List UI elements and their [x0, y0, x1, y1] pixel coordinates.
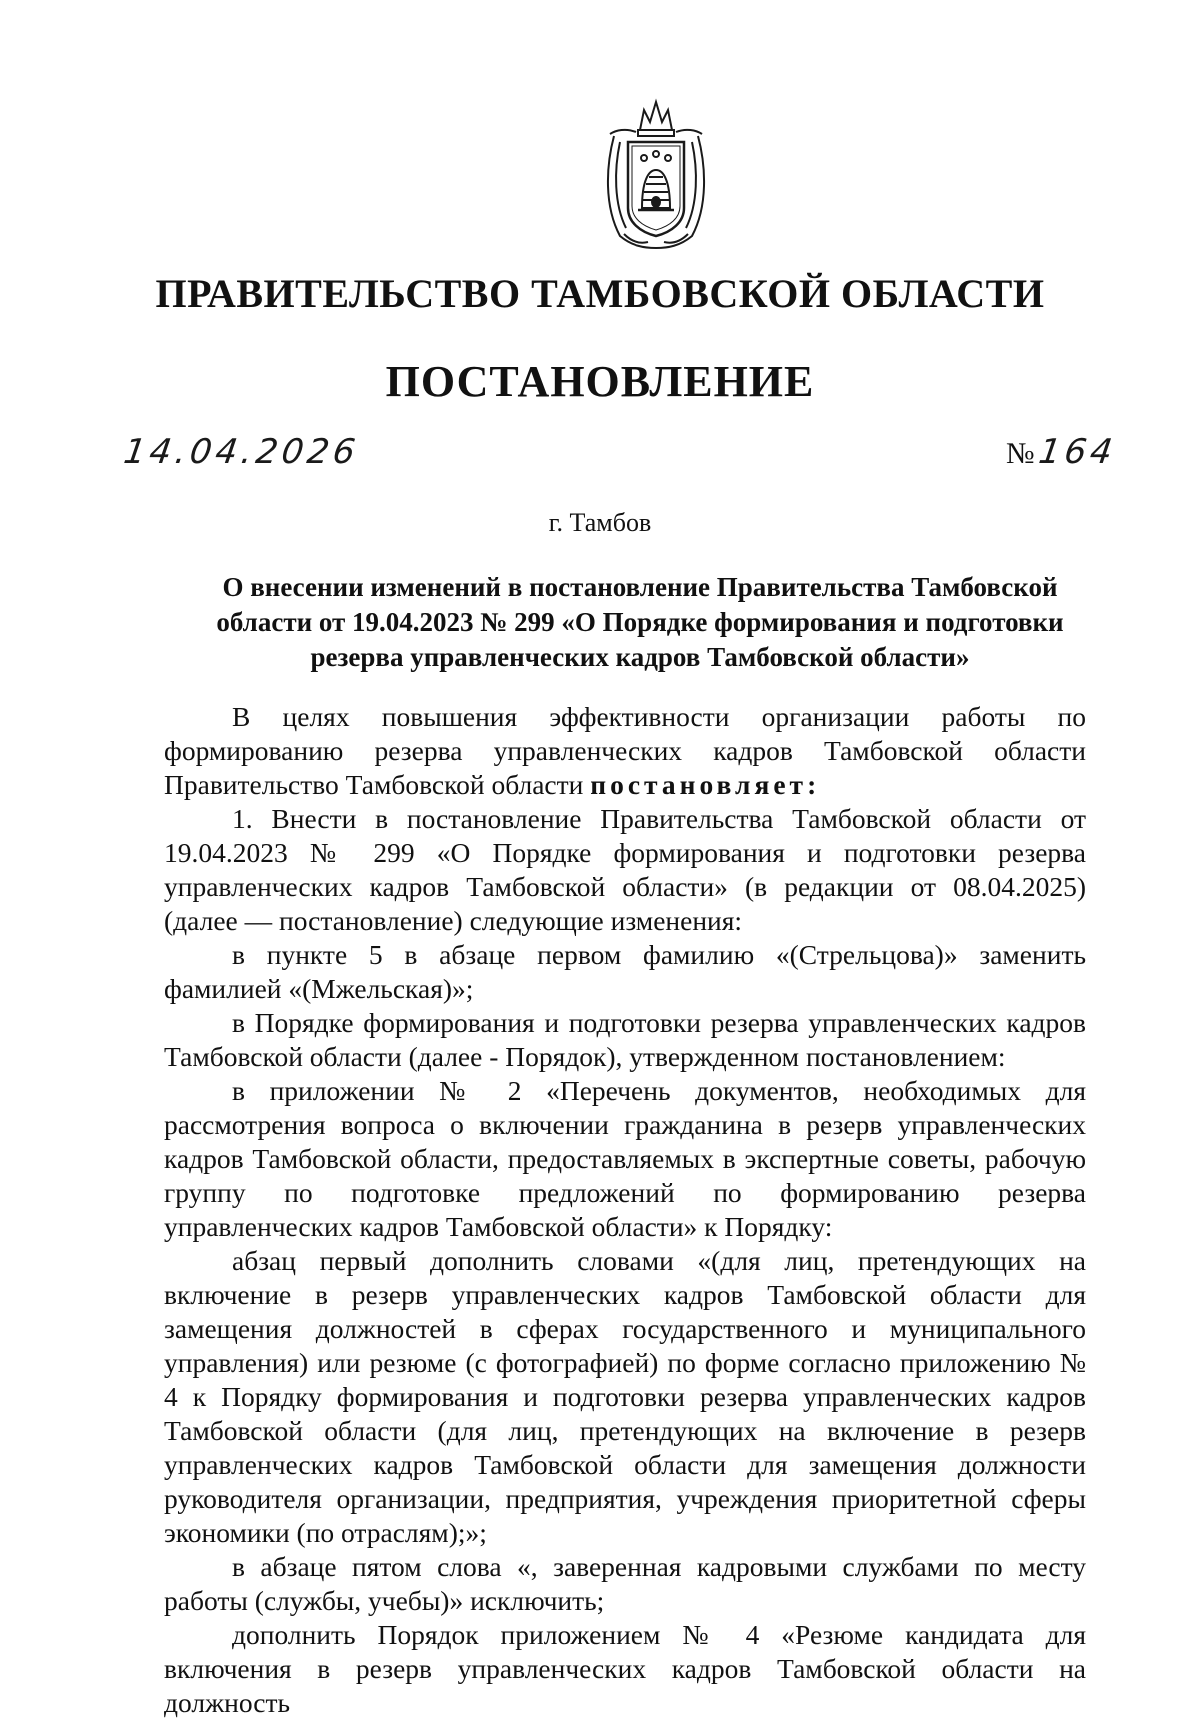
body-paragraph — [164, 700, 1086, 802]
handwritten-date: 14.04.2026 — [121, 432, 362, 472]
body-paragraph: дополнить Порядок приложением № 4 «Резюме кандидата для включения в резерв управленческих кадров Тамбовской области на должность — [164, 1619, 1086, 1718]
body-paragraph: в приложении № 2 «Перечень документов, необходимых для рассмотрения вопроса о включении гражданина в резерв управленческих кадров Тамбовской области, предоставляемых в экспертные советы, рабочую группу по подготовке предложений по формированию резерва управленческих кадров Тамбовской области» к Порядку: — [164, 1075, 1086, 1242]
handwritten-number: 164 — [1035, 432, 1119, 472]
number-sign: № — [1006, 437, 1035, 470]
body-paragraph: абзац первый дополнить словами «(для лиц, претендующих на включение в резерв управленческих кадров Тамбовской области для замещения должностей в сферах государственного и муниципального управления) или резюме (с фотографией) по форме согласно приложению № 4 к Порядку формирования и подготовки резерва управленческих кадров Тамбовской области (для лиц, претендующих на включение в резерв управленческих кадров Тамбовской области для замещения должности руководителя организации, предприятия, учреждения приоритетной сферы экономики (по отраслям);»; — [164, 1245, 1086, 1548]
decree-word: постановляет: — [590, 769, 821, 800]
subject-line: О внесении изменений в постановление Правительства Тамбовской — [222, 572, 1058, 602]
document-subject — [190, 570, 1090, 675]
city-line: г. Тамбов — [548, 508, 652, 537]
document-type-title: ПОСТАНОВЛЕНИЕ — [385, 357, 815, 406]
body-paragraph: 1. Внести в постановление Правительства Тамбовской области от 19.04.2023 № 299 «О Порядке формирования и подготовки резерва управленческих кадров Тамбовской области» (в редакции от 08.04.2025) (далее — постановление) следующие изменения: — [164, 803, 1086, 936]
body-paragraph: в абзаце пятом слова «, заверенная кадровыми службами по месту работы (службы, учебы)» исключить; — [164, 1551, 1086, 1616]
subject-line: резерва управленческих кадров Тамбовской области» — [310, 642, 970, 672]
organization-title: ПРАВИТЕЛЬСТВО ТАМБОВСКОЙ ОБЛАСТИ — [155, 271, 1045, 316]
subject-line: области от 19.04.2023 № 299 «О Порядке формирования и подготовки — [216, 607, 1064, 637]
preamble-text: В целях повышения эффективности организации работы по формированию резерва управленческих кадров Тамбовской области Правительство Тамбовской области — [164, 701, 1086, 800]
body-paragraph: в пункте 5 в абзаце первом фамилию «(Стрельцова)» заменить фамилией «(Мжельская)»; — [164, 939, 1086, 1004]
coat-of-arms-icon — [596, 96, 716, 252]
body-paragraph: в Порядке формирования и подготовки резерва управленческих кадров Тамбовской области (далее - Порядок), утвержденном постановлением: — [164, 1007, 1086, 1072]
document-number — [1006, 432, 1119, 472]
document-body — [164, 700, 1086, 1720]
